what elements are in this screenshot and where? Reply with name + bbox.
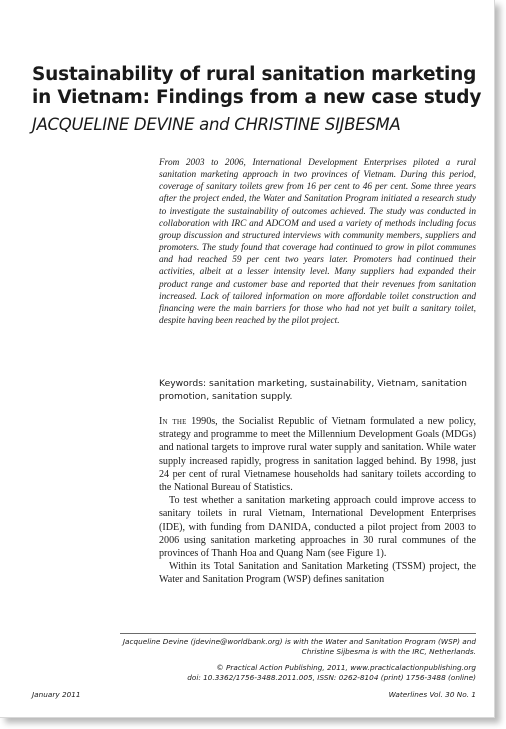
body-paragraph-2: To test whether a sanitation marketing approach could improve access to sanitary toilets in rural Vietnam, International Development Enterprises (IDE), with funding from DANIDA, conducted a pilot project from 2003 to 2006 using sanitation marketing approaches in 30 rural communes of the provinces of Thanh Hoa and Quang Nam (see Figure 1). xyxy=(159,495,476,560)
copyright-block xyxy=(120,663,476,682)
article-title: Sustainability of rural sanitation marketing in Vietnam: Findings from a new case study xyxy=(32,64,482,108)
body-text xyxy=(159,415,476,587)
doi-line: doi: 10.3362/1756-3488.2011.005, ISSN: 0262-8104 (print) 1756-3488 (online) xyxy=(187,672,476,682)
journal-citation: Waterlines Vol. 30 No. 1 xyxy=(388,690,476,699)
body-paragraph-3: Within its Total Sanitation and Sanitation Marketing (TSSM) project, the Water and Sanitation Program (WSP) defines sanitation xyxy=(159,561,476,586)
paragraph-1-text: 1990s, the Socialist Republic of Vietnam formulated a new policy, strategy and programme to meet the Millennium Development Goals (MDGs) and national targets to improve rural water supply and sanitation. While water supply increased rapidly, progress in sanitation lagged behind. By 1998, just 24 per cent of rural Vietnamese households had sanitary toilets according to the National Bureau of Statistics. xyxy=(159,416,476,494)
copyright-line: © Practical Action Publishing, 2011, www.practicalactionpublishing.org xyxy=(216,663,476,672)
author-footnote xyxy=(120,637,476,656)
author-note-line-1: Jacqueline Devine (jdevine@worldbank.org) is with the Water and Sanitation Program (WSP) and xyxy=(122,637,476,646)
keywords xyxy=(159,377,476,403)
keywords-label: Keywords: xyxy=(159,378,207,389)
body-paragraph-1 xyxy=(159,415,476,494)
footnote-rule xyxy=(120,633,476,634)
article-authors: JACQUELINE DEVINE and CHRISTINE SIJBESMA xyxy=(32,115,401,134)
issue-date: January 2011 xyxy=(32,690,81,699)
abstract: From 2003 to 2006, International Development Enterprises piloted a rural sanitation marketing approach in two provinces of Vietnam. During this period, coverage of sanitary toilets grew from 16 per cent to 46 per cent. Some three years after the project ended, the Water and Sanitation Program initiated a research study to investigate the sustainability of outcomes achieved. The study was conducted in collaboration with IRC and ADCOM and used a variety of methods including focus group discussion and structured interviews with community members, suppliers and promoters. The study found that coverage had continued to grow in pilot communes and had reached 59 per cent two years later. Promoters had continued their activities, albeit at a lesser intensity level. Many suppliers had expanded their product range and customer base and reported that their revenues from sanitation increased. Lack of tailored information on more affordable toilet construction and financing were the main barriers for those who had not yet built a sanitary toilet, despite having been reached by the pilot project. xyxy=(159,158,476,327)
paragraph-lead-in: In the xyxy=(159,416,187,427)
keywords-list: sanitation marketing, sustainability, Vietnam, sanitation promotion, sanitation supply. xyxy=(159,378,468,402)
author-note-line-2: Christine Sijbesma is with the IRC, Netherlands. xyxy=(301,646,476,656)
